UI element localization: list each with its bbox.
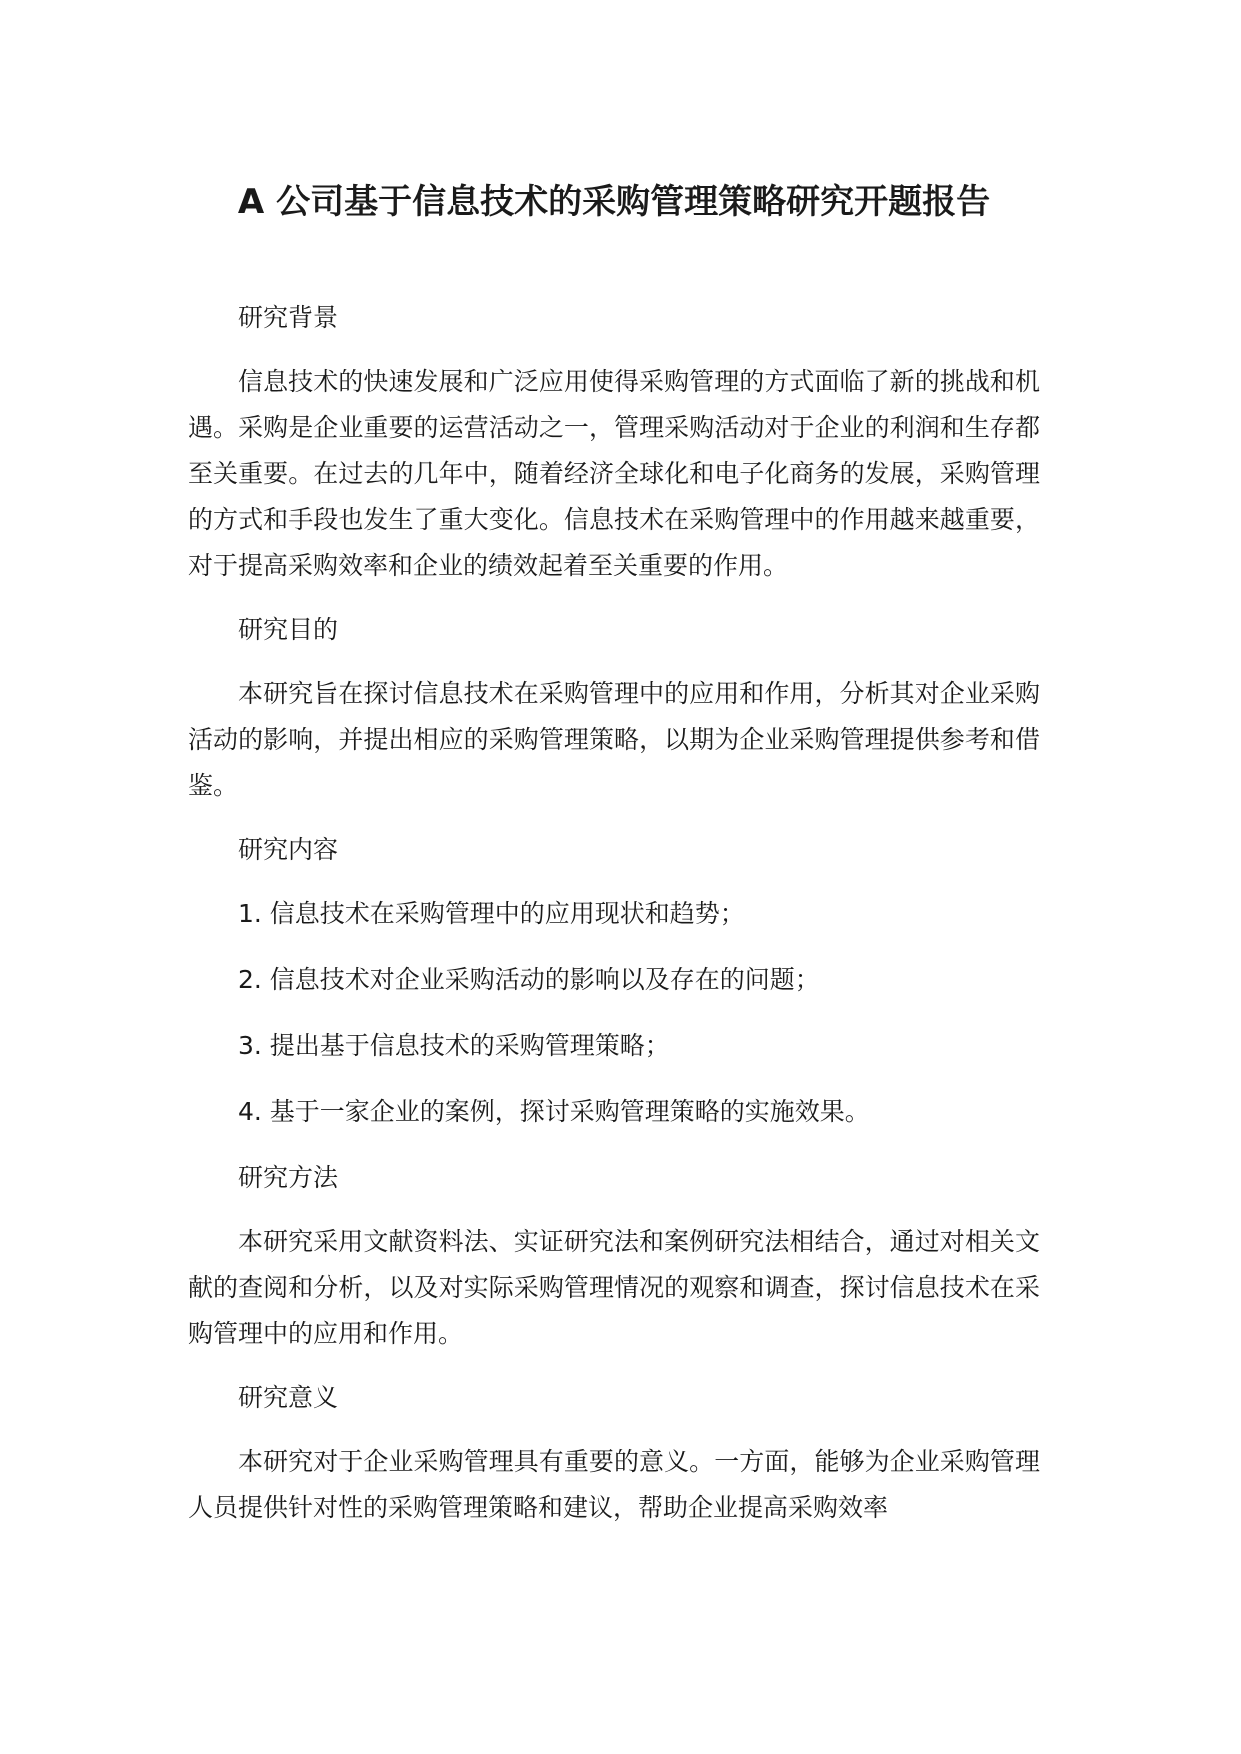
document-page bbox=[188, 0, 1040, 1754]
list-item: 3. 提出基于信息技术的采购管理策略； bbox=[238, 1031, 670, 1060]
section-heading-significance: 研究意义 bbox=[238, 1383, 339, 1412]
document-title: A 公司基于信息技术的采购管理策略研究开题报告 bbox=[237, 182, 991, 222]
section-heading-content: 研究内容 bbox=[238, 835, 339, 864]
list-item: 2. 信息技术对企业采购活动的影响以及存在的问题； bbox=[238, 965, 820, 994]
section-heading-background: 研究背景 bbox=[238, 303, 339, 332]
section-text-purpose: 本研究旨在探讨信息技术在采购管理中的应用和作用，分析其对企业采购活动的影响，并提出相应的采购管理策略，以期为企业采购管理提供参考和借鉴。 bbox=[188, 679, 1040, 800]
section-heading-purpose: 研究目的 bbox=[238, 615, 339, 644]
document-body bbox=[188, 295, 1040, 1549]
list-item: 1. 信息技术在采购管理中的应用现状和趋势； bbox=[238, 899, 745, 928]
list-item: 4. 基于一家企业的案例，探讨采购管理策略的实施效果。 bbox=[238, 1097, 870, 1126]
section-text-background: 信息技术的快速发展和广泛应用使得采购管理的方式面临了新的挑战和机遇。采购是企业重要的运营活动之一，管理采购活动对于企业的利润和生存都至关重要。在过去的几年中，随着经济全球化和电子化商务的发展，采购管理的方式和手段也发生了重大变化。信息技术在采购管理中的作用越来越重要，对于提高采购效率和企业的绩效起着至关重要的作用。 bbox=[188, 367, 1040, 580]
section-text-significance: 本研究对于企业采购管理具有重要的意义。一方面，能够为企业采购管理人员提供针对性的采购管理策略和建议，帮助企业提高采购效率 bbox=[188, 1447, 1040, 1522]
section-text-method: 本研究采用文献资料法、实证研究法和案例研究法相结合，通过对相关文献的查阅和分析，以及对实际采购管理情况的观察和调查，探讨信息技术在采购管理中的应用和作用。 bbox=[188, 1227, 1040, 1348]
section-heading-method: 研究方法 bbox=[238, 1163, 339, 1192]
